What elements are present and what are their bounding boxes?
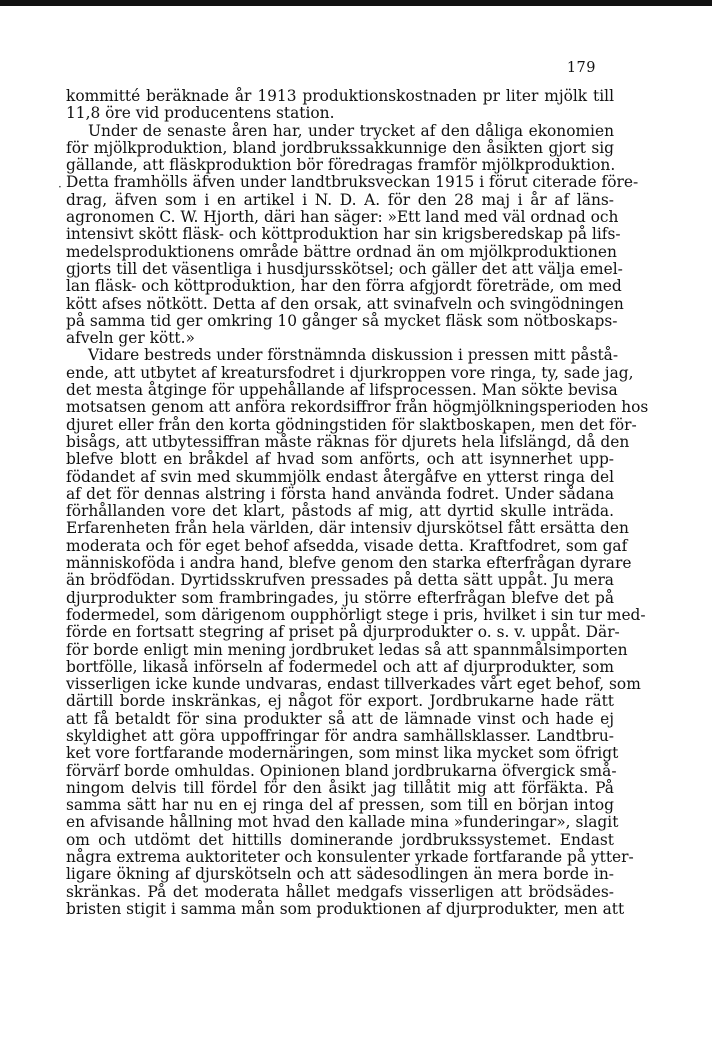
body-text — [66, 87, 649, 918]
text-line: motsatsen genom att anföra rekordsiffror från högmjölkningsperioden hos — [66, 398, 649, 417]
text-line: förhållanden vore det klart, påstods af mig, att dyrtid skulle inträda. — [66, 502, 614, 521]
text-line: därtill borde inskränkas, ej något för export. Jordbrukarne hade rätt — [66, 692, 614, 711]
text-line: ket vore fortfarande modernäringen, som minst lika mycket som öfrigt — [66, 744, 619, 763]
text-line: kommitté beräknade år 1913 produktionskostnaden pr liter mjölk till — [66, 87, 614, 105]
text-line: Under de senaste åren har, under trycket af den dåliga ekonomien — [88, 121, 614, 140]
text-line: af det för dennas alstring i första hand använda fodret. Under sådana — [66, 484, 614, 503]
text-line: lan fläsk- och köttproduktion, har den förra afgjordt företräde, om med — [66, 277, 622, 296]
text-line: Erfarenheten från hela världen, där intensiv djurskötsel fått ersätta den — [66, 519, 629, 538]
text-line: ningom delvis till fördel för den åsikt jag tillåtit mig att förfäkta. På — [66, 778, 614, 797]
text-line: agronomen C. W. Hjorth, däri han säger: »Ett land med väl ordnad och — [66, 208, 619, 227]
text-line: bristen stigit i samma mån som produktionen af djurprodukter, men att — [66, 899, 625, 918]
text-line: blefve blott en bråkdel af hvad som anförts, och att isynnerhet upp- — [66, 450, 614, 469]
text-line: bisågs, att utbytessiffran måste räknas för djurets hela lifslängd, då den — [66, 432, 630, 451]
page-number: 179 — [566, 60, 596, 76]
text-line: gällande, att fläskproduktion bör föredragas framför mjölkproduktion. — [66, 156, 616, 175]
text-line: fodermedel, som därigenom oupphörligt stege i pris, hvilket i sin tur med- — [66, 605, 646, 624]
text-line: ende, att utbytet af kreatursfodret i djurkroppen vore ringa, ty, sade jag, — [66, 363, 634, 382]
text-line: om och utdömt det hittills dominerande jordbrukssystemet. Endast — [66, 830, 614, 849]
text-line: moderata och för eget behof afsedda, visade detta. Kraftfodret, som gaf — [66, 536, 628, 555]
text-line: förvärf borde omhuldas. Opinionen bland jordbrukarna öfvergick små- — [66, 761, 617, 780]
text-line: för mjölkproduktion, bland jordbrukssakkunnige den åsikten gjort sig — [66, 138, 614, 157]
margin-mark: · — [58, 180, 62, 194]
text-line: en afvisande hållning mot hvad den kallade mina »funderingar», slagit — [66, 813, 619, 832]
text-line: några extrema auktoriteter och konsulenter yrkade fortfarande på ytter- — [66, 848, 634, 867]
text-line: intensivt skött fläsk- och köttproduktion har sin krigsberedskap på lifs- — [66, 225, 621, 244]
text-line: bortfölle, likaså införseln af fodermedel och att af djurprodukter, som — [66, 657, 614, 676]
text-line: skränkas. På det moderata hållet medgafs visserligen att brödsädes- — [66, 882, 614, 901]
text-line: djurprodukter som frambringades, ju större efterfrågan blefve det på — [66, 588, 614, 607]
text-line: att få betaldt för sina produkter så att de lämnade vinst och hade ej — [66, 709, 614, 728]
text-line: för borde enligt min mening jordbruket ledas så att spannmålsimporten — [66, 640, 628, 659]
text-line: 11,8 öre vid producentens station. — [66, 104, 335, 123]
text-line: människoföda i andra hand, blefve genom den starka efterfrågan dyrare — [66, 554, 632, 573]
text-line: ligare ökning af djurskötseln och att sädesodlingen än mera borde in- — [66, 865, 614, 884]
text-line: än brödfödan. Dyrtidsskrufven pressades på detta sätt uppåt. Ju mera — [66, 571, 614, 590]
text-line: kött afses nötkött. Detta af den orsak, att svinafveln och svingödningen — [66, 294, 624, 313]
scan-top-edge — [0, 0, 712, 6]
text-line: på samma tid ger omkring 10 gånger så mycket fläsk som nötboskaps- — [66, 311, 618, 330]
text-line: visserligen icke kunde undvaras, endast tillverkades vårt eget behof, som — [66, 675, 641, 694]
text-line: afveln ger kött.» — [66, 329, 195, 348]
text-line: Vidare bestreds under förstnämnda diskussion i pressen mitt påstå- — [88, 346, 619, 365]
text-line: förde en fortsatt stegring af priset på djurprodukter o. s. v. uppåt. Där- — [66, 623, 620, 642]
text-line: födandet af svin med skummjölk endast återgåfve en ytterst ringa del — [66, 467, 614, 486]
text-line: medelsproduktionens område bättre ordnad än om mjölkproduktionen — [66, 242, 617, 261]
text-line: gjorts till det väsentliga i husdjursskötsel; och gäller det att välja emel- — [66, 259, 623, 278]
text-line: samma sätt har nu en ej ringa del af pressen, som till en början intog — [66, 796, 614, 815]
text-line: djuret eller från den korta gödningstiden för slaktboskapen, men det för- — [66, 415, 637, 434]
text-line: det mesta åtginge för uppehållande af lifsprocessen. Man sökte bevisa — [66, 381, 618, 400]
text-line: Detta framhölls äfven under landtbruksveckan 1915 i förut citerade före- — [66, 173, 639, 192]
text-line: skyldighet att göra uppoffringar för andra samhällsklasser. Landtbru- — [66, 726, 614, 745]
text-line: drag, äfven som i en artikel i N. D. A. för den 28 maj i år af läns- — [66, 190, 614, 209]
